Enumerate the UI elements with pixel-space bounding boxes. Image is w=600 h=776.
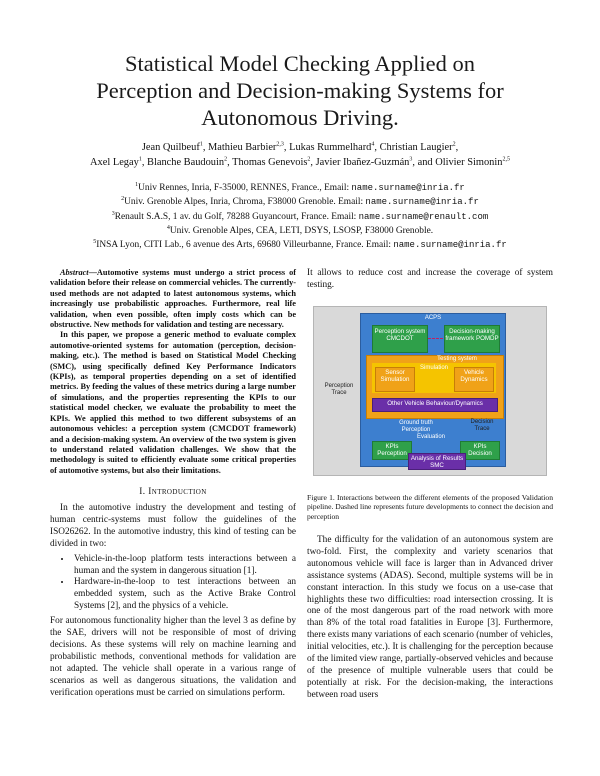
author: Thomas Genevois$^2$	[232, 156, 311, 168]
author-line: Jean Quilbeuf$^1$, Mathieu Barbier$^{2,3}$, Lukas Rummelhard$^4$, Christian Laugier$^2$,	[141, 141, 459, 153]
body-paragraph: In the automotive industry the development and testing of human centric-systems must follow the guidelines of the ISO26262. In the automotive industry, this kind of testing can be divided in two:	[50, 503, 296, 549]
title-line: Statistical Model Checking Applied on	[125, 51, 475, 76]
author: Mathieu Barbier$^{2,3}$	[208, 141, 284, 153]
email: name.surname@inria.fr	[393, 240, 507, 251]
evaluation-label: Evaluation	[416, 433, 446, 440]
analysis-smc-block: Analysis of Results SMC	[408, 453, 466, 470]
right-column	[307, 268, 553, 702]
simulation-label: Simulation	[419, 364, 448, 371]
abstract-paragraph: In this paper, we propose a generic method to evaluate complex automotive-oriented systems for automation (perception, decision-making, etc.). The method is based on Statistical Model Checking (SMC), using specifically defined Key Performance Indicators (KPIs), as temporal properties depending on a set of identified metrics. By feeding the values of these metrics during a large number of simulations, and the properties representing the KPIs to our statistical model checker, we evaluate the probability to meet the KPIs. We applied this method to two different subsystems of an autonomous vehicles: a perception system (CMCDOT framework) and a decision-making system. An overview of the two system is given to understand related validation challenges. We show that the methodology is suited to efficiently evaluate some critical properties of automotive systems, but also their limitations.	[50, 330, 296, 475]
body-paragraph: The difficulty for the validation of an autonomous system are two-fold. First, the complexity and variety scenarios that autonomous vehicle will face is larger than in Advanced driver assistance systems (ADAS). Second, multiple systems will be in constant interaction. In this study we focus on a use-case that highlights these two difficulties: road intersection crossing. It is one of the most dangerous part of the road network with more than 8% of the total road fatalities in Europe [3]. Furthermore, there exists many variations of each scenario (number of vehicles, initial velocities, etc.). It is challenging for the perception because of the limited view range, partially-observed vehicles and because of the presence of multiple vulnerable users that could be potentially at risk. For the decision-making, the interactions between road users	[307, 535, 554, 700]
perception-trace-label: Perception Trace	[324, 382, 354, 396]
body-paragraph: It allows to reduce cost and increase the coverage of system testing.	[307, 268, 553, 290]
author-line: Axel Legay$^1$, Blanche Baudouin$^2$, Thomas Genevois$^2$, Javier Ibañez-Guzmán$^3$, and Olivier Simonin$^{2,5}$	[90, 156, 510, 168]
author: Jean Quilbeuf$^1$	[141, 141, 203, 153]
left-column	[50, 268, 296, 700]
acps-label: ACPS	[424, 314, 442, 321]
email: name.surname@inria.fr	[351, 183, 465, 193]
other-vehicle-block: Other Vehicle Behaviour/Dynamics	[372, 398, 498, 412]
testing-system-label: Testing system	[437, 355, 477, 362]
decision-making-block: Decision-making framework POMDP	[444, 325, 500, 353]
author: Javier Ibañez-Guzmán$^3$	[315, 156, 413, 168]
affiliation: $^2$Univ. Grenoble Alpes, Inria, Chroma, F38000 Grenoble. Email: name.surname@inria.fr	[121, 196, 479, 208]
decision-trace-label: Decision Trace	[470, 418, 494, 432]
email: name.surname@renault.com	[358, 211, 489, 222]
abstract-paragraph: —Automotive systems must undergo a strict process of validation before their release on commercial vehicles. The currently-used methods are not adapted to latest autonomous systems, which increasingly use probabilistic approaches. Furthermore, real life validation, when even possible, often imply costs which can be obstructive. New methods for validation and testing are necessary.	[50, 268, 296, 330]
kpis-decision-block: KPIs Decision	[460, 441, 500, 460]
list-item: • Hardware-in-the-loop to test interactions between an embedded system, such as the Active Brake Control Systems [2], and the physics of a vehicle.	[72, 577, 296, 613]
body-paragraph: For autonomous functionality higher than the level 3 as define by the SAE, drivers will not be responsible of most of driving decisions. As these systems will rely on machine learning and probabilistic methods, conventional methods for validation are not adapted. The vehicle shall operate in a various range of scenarios as well as dangerous situations, the validation and verification operations must be carried on simulations perform.	[50, 616, 296, 698]
affiliation: $^4$Univ. Grenoble Alpes, CEA, LETI, DSYS, LSOSP, F38000 Grenoble.	[166, 224, 434, 236]
author: Blanche Baudouin$^2$	[147, 156, 228, 168]
bullet-list	[50, 554, 296, 614]
affiliation: $^5$INSA Lyon, CITI Lab., 6 avenue des Arts, 69680 Villeurbanne, France. Email: name.surname@inria.fr	[93, 239, 507, 251]
kpis-perception-block: KPIs Perception	[372, 441, 412, 460]
author: Christian Laugier$^2$	[379, 141, 456, 153]
section-heading: I. Introduction	[139, 487, 207, 498]
author: and Olivier Simonin$^{2,5}$	[417, 156, 510, 168]
author: Axel Legay$^1$	[90, 156, 142, 168]
affiliation-list	[20, 181, 580, 252]
ground-truth-label: Ground truth Perception	[399, 419, 433, 433]
sensor-simulation-block: Sensor Simulation	[375, 367, 415, 392]
email: name.surname@inria.fr	[365, 197, 479, 208]
dashed-arrow	[428, 338, 443, 339]
title-line: Autonomous Driving.	[201, 105, 399, 130]
vehicle-dynamics-block: Vehicle Dynamics	[454, 367, 494, 392]
title-line: Perception and Decision-making Systems for	[96, 78, 504, 103]
paper-title	[40, 50, 560, 131]
affiliation: $^3$Renault S.A.S, 1 av. du Golf, 78288 Guyancourt, France. Email: name.surname@renault.com	[111, 210, 489, 222]
author-list	[40, 140, 560, 170]
perception-system-block: Perception system CMCDOT	[372, 325, 428, 353]
abstract-lead: Abstract	[60, 268, 89, 277]
affiliation: $^1$Univ Rennes, Inria, F-35000, RENNES, France., Email: name.surname@inria.fr	[135, 181, 465, 193]
author: Lukas Rummelhard$^4$	[289, 141, 375, 153]
figure-1-diagram	[313, 306, 547, 476]
list-item: • Vehicle-in-the-loop platform tests interactions between a human and the system in dangerous situation [1].	[72, 554, 296, 578]
abstract	[50, 268, 296, 476]
figure-caption: Figure 1. Interactions between the different elements of the proposed Validation pipeline. Dashed line represents future developments to connect the decision and perception	[307, 492, 553, 521]
